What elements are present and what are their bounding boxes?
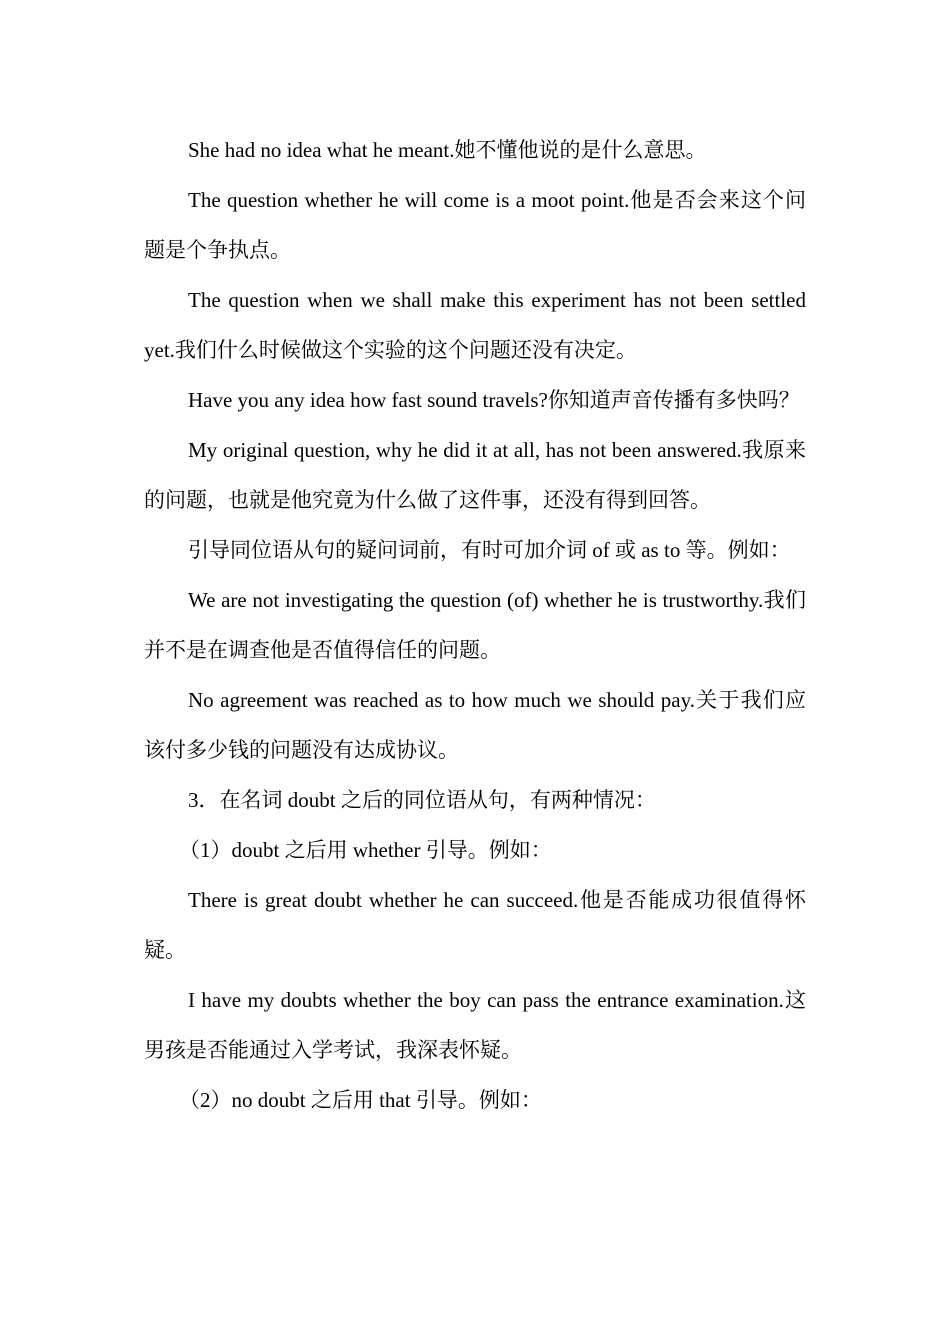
paragraph-example-sound-travels: Have you any idea how fast sound travels?你知道声音传播有多快吗？ xyxy=(188,388,800,412)
document-body xyxy=(144,125,806,1125)
paragraph-example-moot-point: The question whether he will come is a moot point.他是否会来这个问题是个争执点。 xyxy=(144,188,806,262)
paragraph-example-trustworthy: We are not investigating the question (of) whether he is trustworthy.我们并不是在调查他是否值得信任的问题。 xyxy=(144,588,806,662)
paragraph-example-agreement: No agreement was reached as to how much we should pay.关于我们应该付多少钱的问题没有达成协议。 xyxy=(144,688,806,762)
paragraph-heading-doubt: 3．在名词 doubt 之后的同位语从句，有两种情况： xyxy=(188,788,656,812)
paragraph-example-great-doubt: There is great doubt whether he can succeed.他是否能成功很值得怀疑。 xyxy=(144,888,806,962)
paragraph-example-entrance-exam: I have my doubts whether the boy can pass the entrance examination.这男孩是否能通过入学考试，我深表怀疑。 xyxy=(144,988,806,1062)
paragraph-example-original-question: My original question, why he did it at all, has not been answered.我原来的问题，也就是他究竟为什么做了这件事，还没有得到回答。 xyxy=(144,438,806,512)
paragraph-rule-prepositions: 引导同位语从句的疑问词前，有时可加介词 of 或 as to 等。例如： xyxy=(188,538,791,562)
paragraph-example-no-idea: She had no idea what he meant.她不懂他说的是什么意思。 xyxy=(188,138,707,162)
paragraph-subheading-no-doubt: （2）no doubt 之后用 that 引导。例如： xyxy=(179,1088,542,1112)
paragraph-subheading-whether: （1）doubt 之后用 whether 引导。例如： xyxy=(179,838,552,862)
paragraph-example-experiment: The question when we shall make this experiment has not been settled yet.我们什么时候做这个实验的这个问题还没有决定。 xyxy=(144,288,806,362)
